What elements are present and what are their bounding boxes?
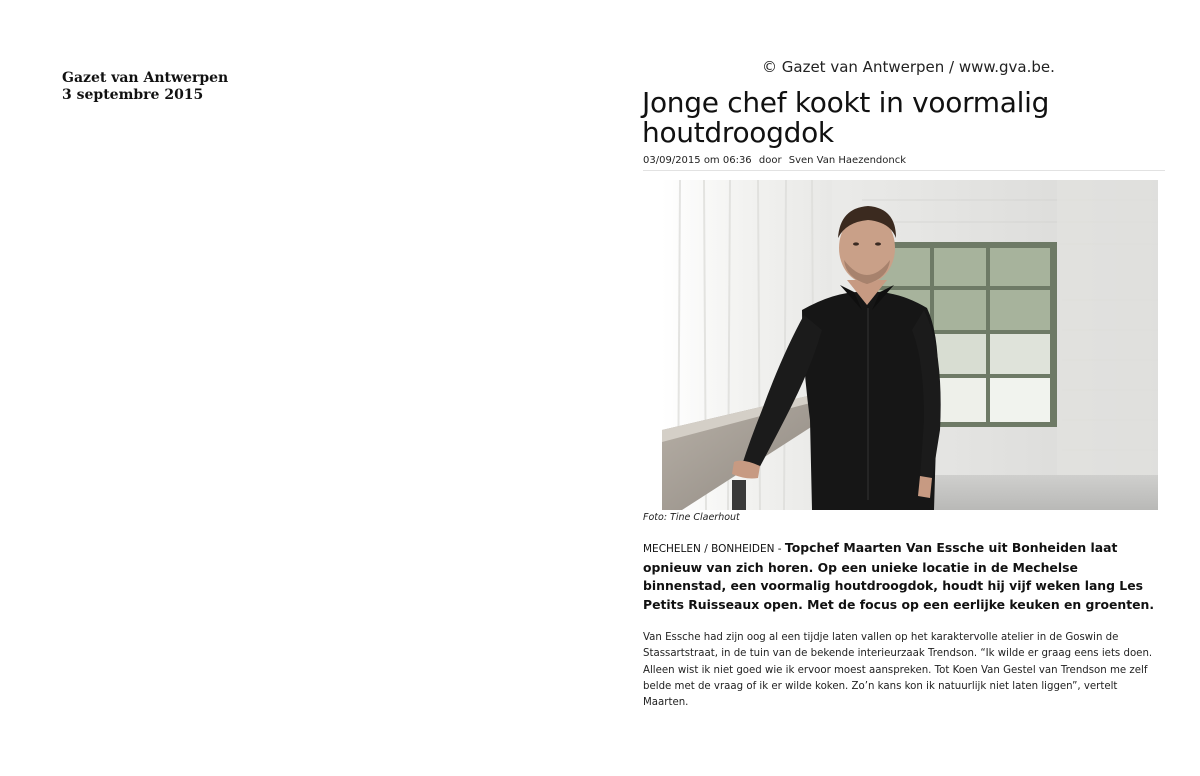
article-timestamp: 03/09/2015 om 06:36 (643, 155, 752, 166)
publication-date: 3 septembre 2015 (62, 87, 204, 103)
article-author: Sven Van Haezendonck (788, 155, 907, 166)
chef-portrait-image (662, 180, 1158, 510)
article-meta (643, 155, 1165, 171)
article-headline: Jonge chef kookt in voormalig houtdroogdok (642, 86, 1050, 149)
source-label (62, 70, 228, 104)
article-body: Van Essche had zijn oog al een tijdje laten vallen op het karaktervolle atelier in de Goswin de Stassartstraat, in de tuin van de bekende interieurzaak Trendson. “Ik wilde er graag eens iets doen. Alleen wist ik niet goed wie ik ervoor moest aanspreken. Tot Koen Van Gestel van Trendson me zelf belde met de vraag of ik er wilde koken. Zo’n kans kon ik natuurlijk niet laten liggen”, vertelt Maarten. (643, 632, 1153, 709)
photo-caption: Foto: Tine Claerhout (643, 512, 740, 523)
by-label: door (758, 155, 782, 166)
newspaper-name: Gazet van Antwerpen (62, 70, 229, 86)
article-dateline: MECHELEN / BONHEIDEN - (643, 543, 785, 555)
lead-text: Topchef Maarten Van Essche uit Bonheiden laat opnieuw van zich horen. Op een unieke locatie in de Mechelse binnenstad, een voormalig houtdroogdok, houdt hij vijf weken lang Les Petits Ruisseaux open. Met de focus op een eerlijke keuken en groenten. (643, 540, 1155, 612)
article-lead (643, 539, 1165, 614)
copyright-notice: © Gazet van Antwerpen / www.gva.be. (762, 58, 1055, 76)
article-photo (662, 180, 1158, 510)
